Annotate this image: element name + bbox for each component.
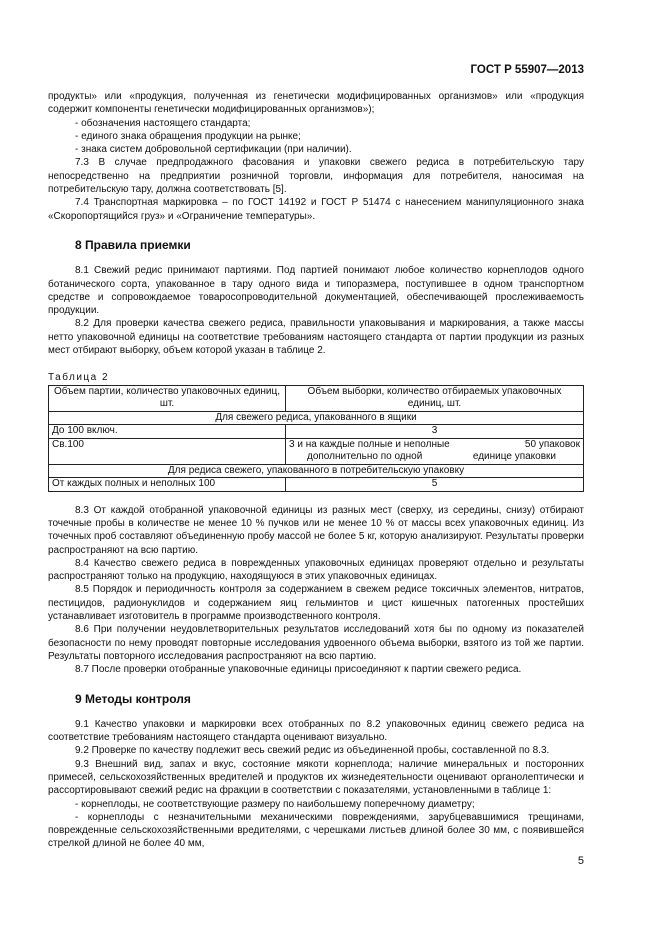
paragraph-9-3: 9.3 Внешний вид, запах и вкус, состояние мякоти корнеплода; наличие минеральных и посторонних примесей, сельскохозяйственных вредителей и продуктов их жизнедеятельности оценивают органолептически и рассортировывают свежий редис на фракции в соответствии с показателями, установленными в таблице 1: [48, 758, 584, 797]
document-header: ГОСТ Р 55907—2013 [470, 64, 584, 76]
table-2 [48, 385, 584, 492]
section-9-heading: 9 Методы контроля [75, 691, 191, 706]
table-row [49, 425, 584, 439]
paragraph-7-3: 7.3 В случае предпродажного фасования и упаковки свежего редиса в потребительскую тару непосредственно на предприятии розничной торговли, информация для потребителя, наносимая на потребительскую тару, должна соответствовать [5]. [48, 157, 584, 196]
table-row [49, 438, 584, 464]
paragraph-8-6: 8.6 При получении неудовлетворительных результатов исследований хотя бы по одному из показателей безопасности по нему проводят повторные исследования удвоенного объема выборки, взятого из той же партии. Результаты повторного исследования распространяют на всю партию. [48, 624, 584, 662]
cell-text: единице упаковки [472, 451, 556, 463]
table-group-cell: Для редиса свежего, упакованного в потребительскую упаковку [49, 464, 584, 478]
table-caption: Таблица 2 [48, 372, 110, 384]
table-row [49, 385, 584, 411]
paragraph-8-3: 8.3 От каждой отобранной упаковочной единицы из разных мест (сверху, из середины, снизу) отбирают точечные пробы в количестве не менее 10 % пучков или не менее 10 % от массы всех упаковочных единиц. Из точечных проб составляют объединенную пробу массой не более 5 кг, которую анализируют. Результаты проверки распространяют на всю партию. [48, 504, 584, 556]
paragraph-8-4: 8.4 Качество свежего редиса в поврежденных упаковочных единицах проверяют отдельно и результаты распространяют только на продукцию, находящуюся в этих упаковочных единицах. [48, 557, 584, 583]
table-row [49, 411, 584, 425]
table-row [49, 464, 584, 478]
cell-text: дополнительно по одной [307, 451, 423, 463]
list-item: - корнеплоды, не соответствующие размеру по наибольшему поперечному диаметру; [75, 798, 475, 810]
section-8-heading: 8 Правила приемки [75, 237, 191, 252]
page-content [48, 90, 584, 851]
table-header-cell: Объем партии, количество упаковочных единиц, шт. [49, 385, 286, 411]
table-cell: От каждых полных и неполных 100 [49, 478, 286, 492]
table-cell: До 100 включ. [49, 425, 286, 439]
list-item: - единого знака обращения продукции на рынке; [75, 130, 301, 142]
paragraph-9-2: 9.2 Проверке по качеству подлежит весь свежий редис из объединенной пробы, составленной по 8.3. [75, 745, 550, 757]
table-cell: 3 [286, 425, 584, 439]
page-number: 5 [577, 855, 584, 867]
cell-text: 3 и на каждые полные и неполные [289, 438, 450, 450]
spacer [48, 492, 584, 504]
table-header-cell: Объем выборки, количество отбираемых упаковочных единиц, шт. [286, 385, 584, 411]
table-group-cell: Для свежего редиса, упакованного в ящики [49, 411, 584, 425]
paragraph-9-1: 9.1 Качество упаковки и маркировки всех отобранных по 8.2 упаковочных единиц свежего редиса на соответствие требованиям настоящего стандарта оценивают визуально. [48, 718, 584, 744]
paragraph: продукты» или «продукция, полученная из генетически модифицированных организмов» или «продукция содержит компоненты генетически модифицированных организмов»); [48, 91, 584, 116]
list-item: - знака систем добровольной сертификации (при наличии). [75, 144, 352, 156]
paragraph-8-5: 8.5 Порядок и периодичность контроля за содержанием в свежем редисе токсичных элементов, нитратов, пестицидов, радионуклидов и содержанием яиц гельминтов и цист кишечных патогенных простейших устанавливает изготовитель в программе производственного контроля. [48, 584, 584, 623]
paragraph-8-7: 8.7 После проверки отобранные упаковочные единицы присоединяют к партии свежего редиса. [75, 664, 522, 676]
list-item: - обозначения настоящего стандарта; [75, 117, 251, 129]
table-cell [286, 438, 584, 464]
list-item: - корнеплоды с незначительными механическими повреждениями, зарубцевавшимися трещинами, поврежденные сельскохозяйственными вредителями, с черешками листьев длиной более 30 мм, с появившейся стрелкой длиной не более 40 мм, [48, 811, 584, 850]
cell-text: 50 упаковок [524, 438, 580, 450]
paragraph-8-1: 8.1 Свежий редис принимают партиями. Под партией понимают любое количество корнеплодов одного ботанического сорта, упакованное в тару одного вида и типоразмера, поступившее в одном транспортном средстве и сопровождаемое товаросопроводительной документацией, обеспечивающей прослеживаемость продукции. [48, 265, 584, 317]
cell-line [289, 451, 580, 464]
table-cell: Св.100 [49, 438, 286, 464]
paragraph-7-4: 7.4 Транспортная маркировка – по ГОСТ 14192 и ГОСТ Р 51474 с нанесением манипуляционного знака «Скоропортящийся груз» и «Ограничение температуры». [48, 197, 584, 222]
table-row [49, 478, 584, 492]
table-cell: 5 [286, 478, 584, 492]
paragraph-8-2: 8.2 Для проверки качества свежего редиса, правильности упаковывания и маркирования, а также массы нетто упаковочной единицы на соответствие требованиям настоящего стандарта от партии продукции из разных мест отбирают выборку, объем которой указан в таблице 2. [48, 318, 584, 357]
cell-line [289, 439, 580, 452]
